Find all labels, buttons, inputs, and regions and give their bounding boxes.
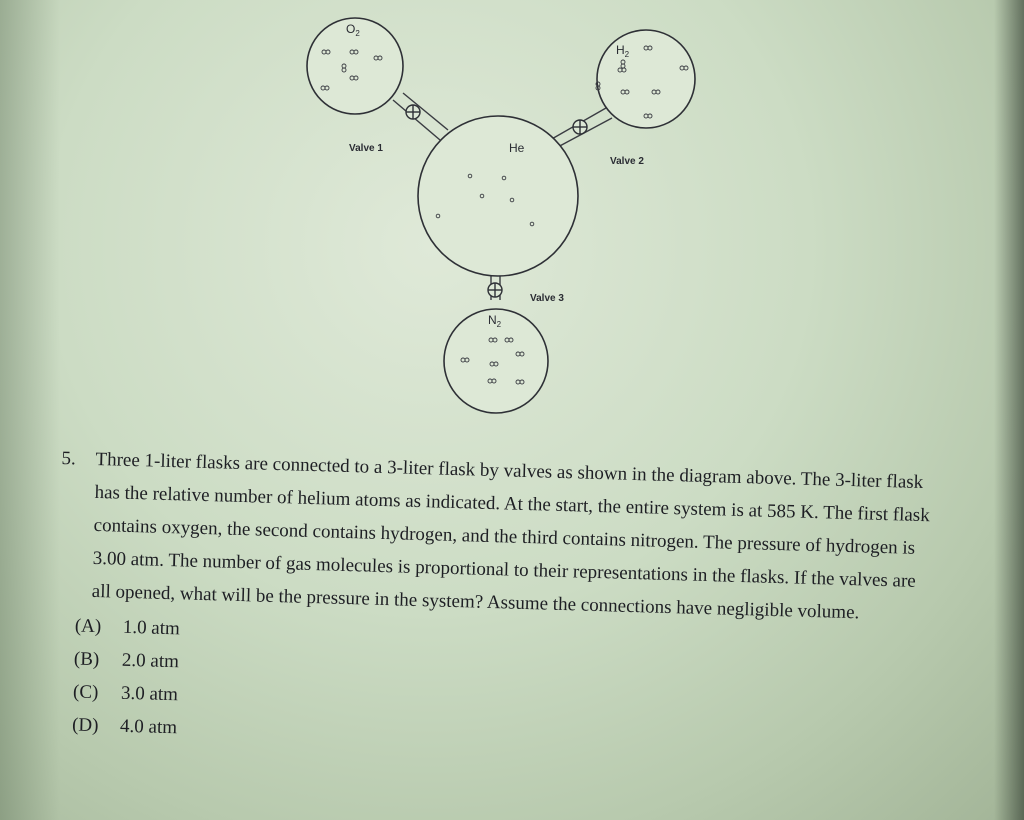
question-number: 5. [61,447,77,470]
valve-1-label: Valve 1 [349,143,383,154]
choice-c-text: 3.0 atm [120,682,179,706]
helium-label: He [509,141,525,155]
valve-3-icon [488,283,502,297]
oxygen-label: $O_2$ [346,22,360,38]
valve-1-icon [406,105,420,119]
choice-b-label: (B) [73,648,100,671]
valve-2-label: Valve 2 [610,156,644,167]
hydrogen-flask [597,30,695,128]
choice-c-label: (C) [72,681,99,704]
choice-a-text: 1.0 atm [122,616,181,640]
nitrogen-label: $N_2$ [488,313,502,329]
choice-b-text: 2.0 atm [121,649,180,673]
helium-flask [418,116,578,276]
valve-2-icon [573,120,587,134]
choice-a-label: (A) [74,615,102,638]
valve-3-label: Valve 3 [530,293,564,304]
connector-tube-1 [393,93,448,140]
hydrogen-label: $H_2$ [616,43,630,59]
choice-d-label: (D) [71,714,99,737]
question-row [57,442,941,632]
choice-d-text: 4.0 atm [119,715,178,739]
question-text: Three 1-liter flasks are connected to a 3-liter flask by valves as shown in the diagram above. The 3-liter flask has the relative number of helium atoms as indicated. At the start, the entire system is at 585 K. The first flask contains oxygen, the second contains hydrogen, and the third contains nitrogen. The pressure of hydrogen is 3.00 atm. The number of gas molecules is proportional to their representations in the flasks. If the valves are all opened, what will be the pressure in the system? Assume the connections have negligible volume. [91,448,931,624]
answer-choices [72,609,937,765]
question-block [54,442,942,765]
